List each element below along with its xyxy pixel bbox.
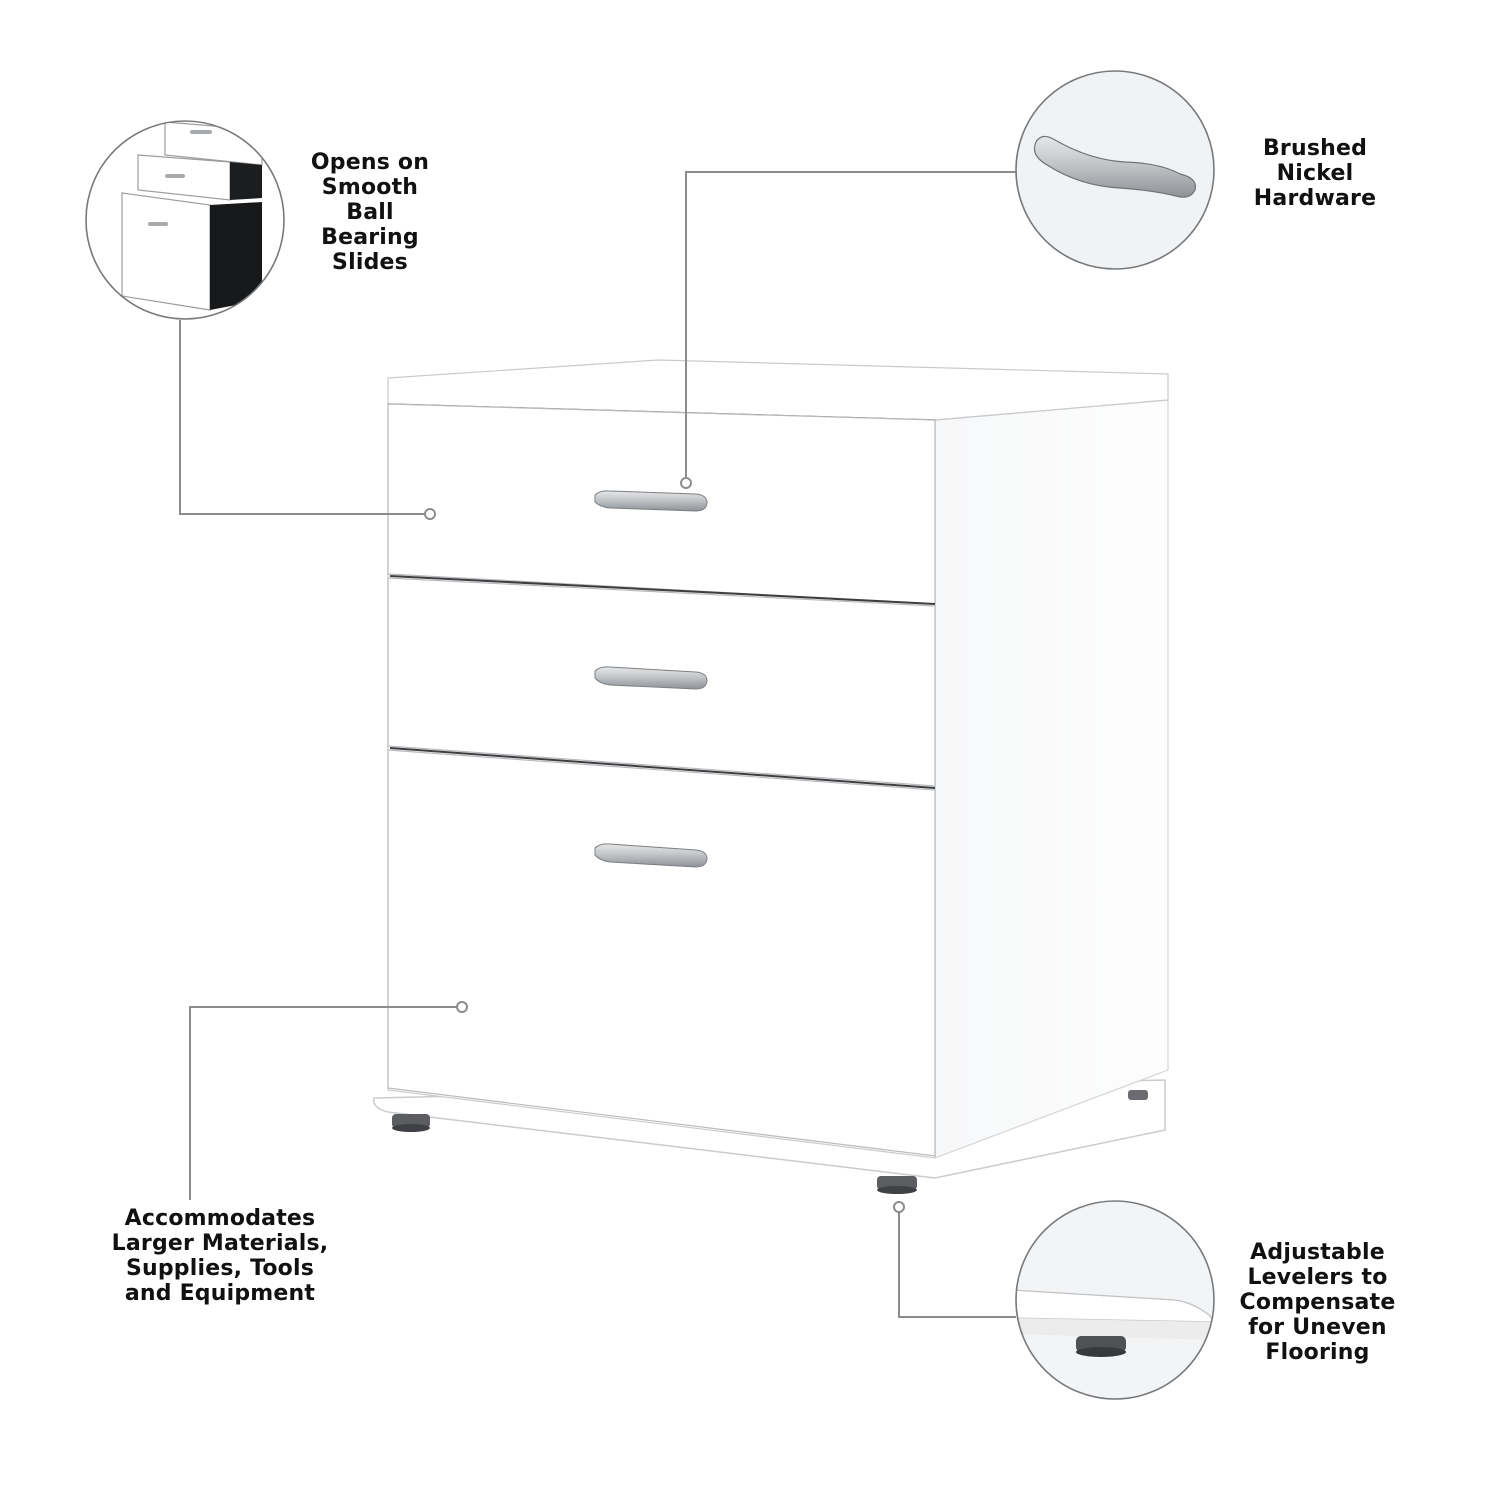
callout-line: Compensate [1239, 1290, 1396, 1315]
callout-line: Slides [332, 250, 408, 275]
callout-slides [300, 150, 440, 275]
callout-line: Smooth [321, 175, 419, 200]
callout-line: Bearing [321, 225, 419, 250]
callout-line: Adjustable [1250, 1240, 1385, 1265]
callout-line: Opens on [310, 150, 430, 175]
callout-line: Flooring [1265, 1340, 1370, 1365]
callout-hardware [1240, 136, 1390, 211]
callout-line: Levelers to [1247, 1265, 1388, 1290]
callout-line: Ball [346, 200, 394, 225]
drawer-handle [595, 491, 707, 511]
detail-circle-levelers [1012, 1201, 1214, 1399]
leveler-foot [392, 1114, 430, 1132]
callout-line: Accommodates [124, 1206, 316, 1231]
detail-circle-slides [86, 121, 284, 319]
leader-line-levelers [899, 1212, 1016, 1317]
leveler-foot [1128, 1090, 1148, 1100]
leveler-foot [877, 1176, 917, 1194]
callout-line: Brushed [1262, 136, 1368, 161]
callout-line: for Uneven [1248, 1315, 1387, 1340]
callout-line: Hardware [1253, 186, 1377, 211]
drawer-bottom [388, 750, 935, 1156]
detail-circle-hardware [1016, 71, 1214, 269]
callout-levelers [1225, 1240, 1410, 1365]
cabinet-side-panel [935, 400, 1168, 1158]
callout-line: and Equipment [124, 1281, 316, 1306]
callout-line: Larger Materials, [111, 1231, 329, 1256]
callout-materials [100, 1206, 340, 1306]
callout-line: Nickel [1276, 161, 1354, 186]
callout-line: Supplies, Tools [125, 1256, 315, 1281]
filing-cabinet [374, 360, 1168, 1194]
